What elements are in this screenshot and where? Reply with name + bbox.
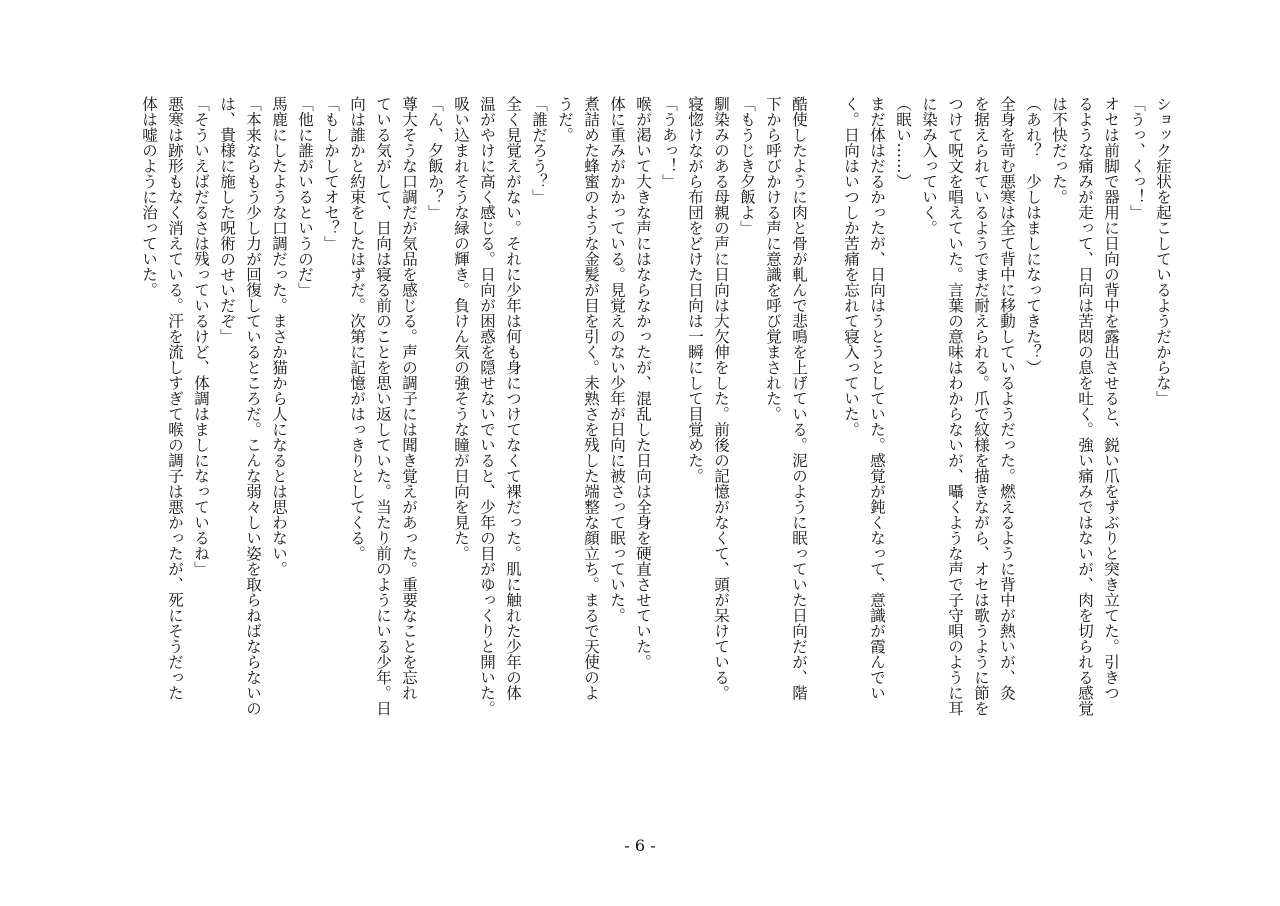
text-line: （あれ？ 少しはましになってきた？） (1024, 96, 1042, 375)
text-line: 「もうじき夕飯よ」 (738, 96, 756, 236)
text-line: 「もしかしてオセ？」 (322, 96, 340, 251)
text-line: は、貴様に施した呪術のせいだぞ」 (218, 96, 236, 344)
text-line: 温がやけに高く感じる。日向が困惑を隠せないでいると、少年の目がゆっくりと開いた。 (478, 96, 496, 716)
text-line: 寝惚けながら布団をどけた日向は一瞬にして目覚めた。 (686, 96, 704, 484)
text-line: 向は誰かと約束をしたはずだ。次第に記憶がはっきりとしてくる。 (348, 96, 366, 561)
text-line: ショック症状を起こしているようだからな」 (1154, 96, 1172, 406)
text-line: 馬鹿にしたような口調だった。まさか猫から人になるとは思わない。 (270, 96, 288, 577)
text-line: まだ体はだるかったが、日向はうとうとしていた。感覚が鈍くなって、意識が霞んでい (868, 96, 886, 701)
text-line: 「誰だろう？」 (530, 96, 548, 205)
text-line: つけて呪文を唱えていた。言葉の意味はわからないが、囁くような声で子守唄のように耳 (946, 96, 964, 716)
text-line: 悪寒は跡形もなく消えている。汗を流しすぎて喉の調子は悪かったが、死にそうだった (166, 96, 184, 701)
text-line: 「他に誰がいるというのだ」 (296, 96, 314, 298)
text-line: 煮詰めた蜂蜜のような金髪が目を引く。未熟さを残した端整な顔立ち。まるで天使のよ (582, 96, 600, 701)
text-line: に染み入っていく。 (920, 96, 938, 236)
text-line: 体は嘘のように治っていた。 (140, 96, 158, 298)
blank-line (812, 96, 838, 816)
text-line: く。日向はいつしか苦痛を忘れて寝入っていた。 (842, 96, 860, 437)
text-line: 全身を苛む悪寒は全て背中に移動しているようだった。燃えるように背中が熱いが、灸 (998, 96, 1016, 701)
text-line: は不快だった。 (1050, 96, 1068, 205)
vertical-text-body (116, 96, 1176, 816)
text-line: 「本来ならもう少し力が回復しているところだ。こんな弱々しい姿を取らねばならないの (244, 96, 262, 716)
text-line: 全く見覚えがない。それに少年は何も身につけてなくて裸だった。肌に触れた少年の体 (504, 96, 522, 701)
text-line: 「うあっ！」 (660, 96, 678, 189)
text-line: 馴染みのある母親の声に日向は大欠伸をした。前後の記憶がなくて、頭が呆けている。 (712, 96, 730, 701)
text-line: 「うっ、くっ！」 (1128, 96, 1146, 220)
text-line: 喉が渇いて大きな声にはならなかったが、混乱した日向は全身を硬直させていた。 (634, 96, 652, 670)
page-number: - 6 - (624, 836, 656, 855)
text-line: 酷使したように肉と骨が軋んで悲鳴を上げている。泥のように眠っていた日向だが、階 (790, 96, 808, 701)
text-line: （眠い……） (894, 96, 912, 189)
text-line: 「そういえばだるさは残っているけど、体調はましになっているね」 (192, 96, 210, 577)
text-line: ている気がして、日向は寝る前のことを思い返していた。当たり前のようにいる少年。日 (374, 96, 392, 716)
text-line: オセは前脚で器用に日向の背中を露出させると、鋭い爪をずぶりと突き立てた。引きつ (1102, 96, 1120, 701)
text-line: を据えられているようでまだ耐えられる。爪で紋様を描きながら、オセは歌うように節を (972, 96, 990, 716)
text-line: 吸い込まれそうな緑の輝き。負けん気の強そうな瞳が日向を見た。 (452, 96, 470, 561)
text-line: 下から呼びかける声に意識を呼び覚まされた。 (764, 96, 782, 422)
text-line: るような痛みが走って、日向は苦悶の息を吐く。強い痛みではないが、肉を切られる感覚 (1076, 96, 1094, 716)
text-line: 尊大そうな口調だが気品を感じる。声の調子には聞き覚えがあった。重要なことを忘れ (400, 96, 418, 701)
text-line: 体に重みがかかっている。見覚えのない少年が日向に被さって眠っていた。 (608, 96, 626, 623)
text-line: うだ。 (556, 96, 574, 143)
text-line: 「ん、夕飯か？」 (426, 96, 444, 220)
